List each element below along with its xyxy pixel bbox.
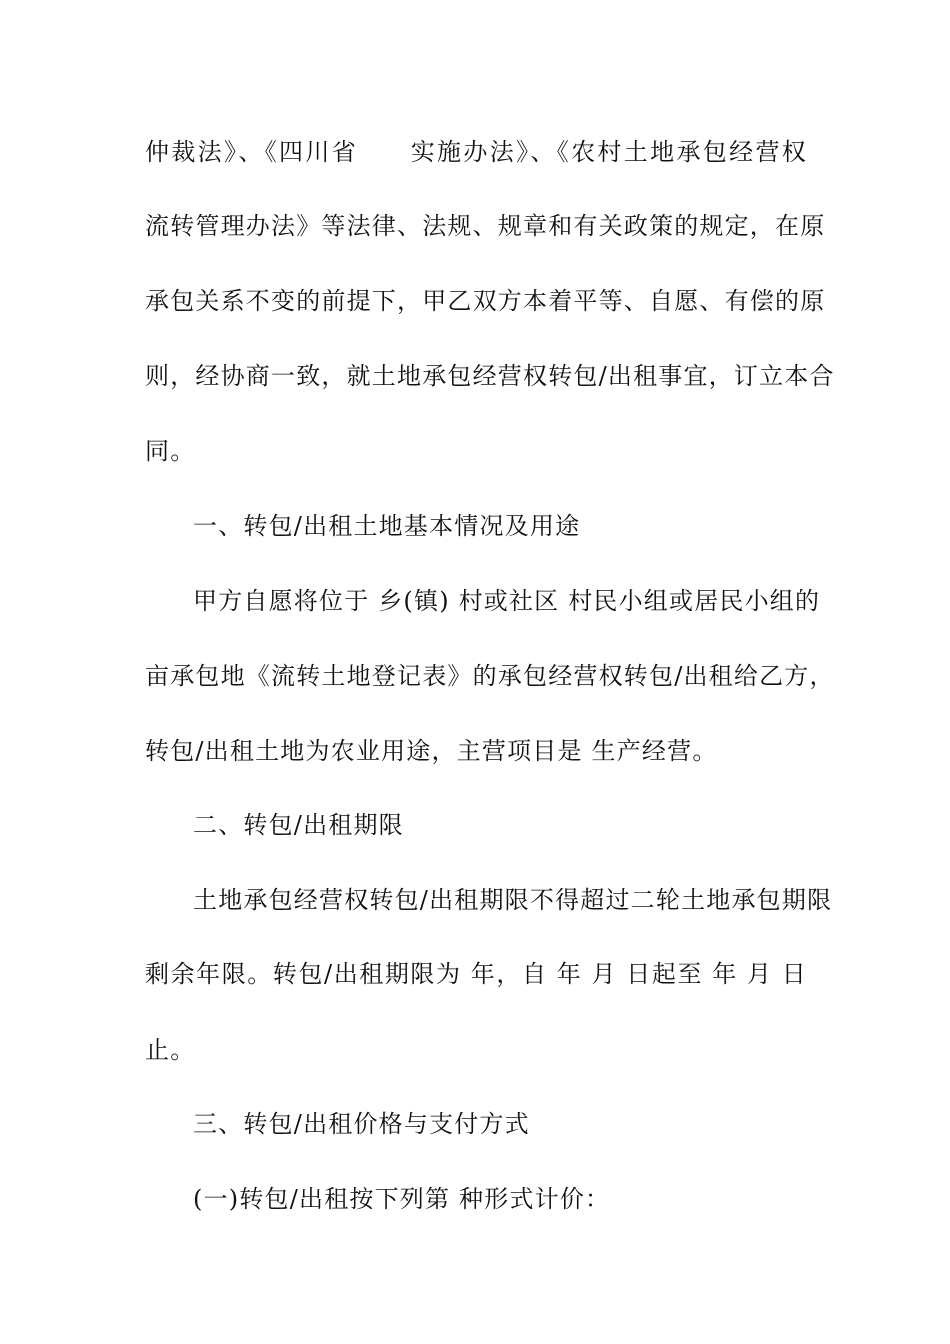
paragraph-line-2: 流转管理办法》等法律、法规、规章和有关政策的规定，在原 [145,212,826,240]
paragraph-line-3: 承包关系不变的前提下，甲乙双方本着平等、自愿、有偿的原 [145,287,826,315]
paragraph-line-9: 土地承包经营权转包/出租期限不得超过二轮土地承包期限 [193,886,833,914]
paragraph-line-8: 转包/出租土地为农业用途，主营项目是 生产经营。 [145,737,718,765]
paragraph-line-5: 同。 [145,437,196,465]
paragraph-line-1: 仲裁法》、《四川省 实施办法》、《农村土地承包经营权 [145,138,807,166]
paragraph-line-12: (一)转包/出租按下列第 种形式计价： [193,1185,611,1213]
section-heading-1: 一、转包/出租土地基本情况及用途 [193,512,581,540]
paragraph-line-10: 剩余年限。转包/出租期限为 年，自 年 月 日起至 年 月 日 [145,960,807,988]
section-heading-2: 二、转包/出租期限 [193,811,404,839]
paragraph-line-6: 甲方自愿将位于 乡(镇) 村或社区 村民小组或居民小组的 [193,587,821,615]
paragraph-line-7: 亩承包地《流转土地登记表》的承包经营权转包/出租给乙方， [145,662,835,690]
paragraph-line-11: 止。 [145,1036,196,1064]
paragraph-line-4: 则，经协商一致，就土地承包经营权转包/出租事宜，订立本合 [145,362,835,390]
section-heading-3: 三、转包/出租价格与支付方式 [193,1110,530,1138]
